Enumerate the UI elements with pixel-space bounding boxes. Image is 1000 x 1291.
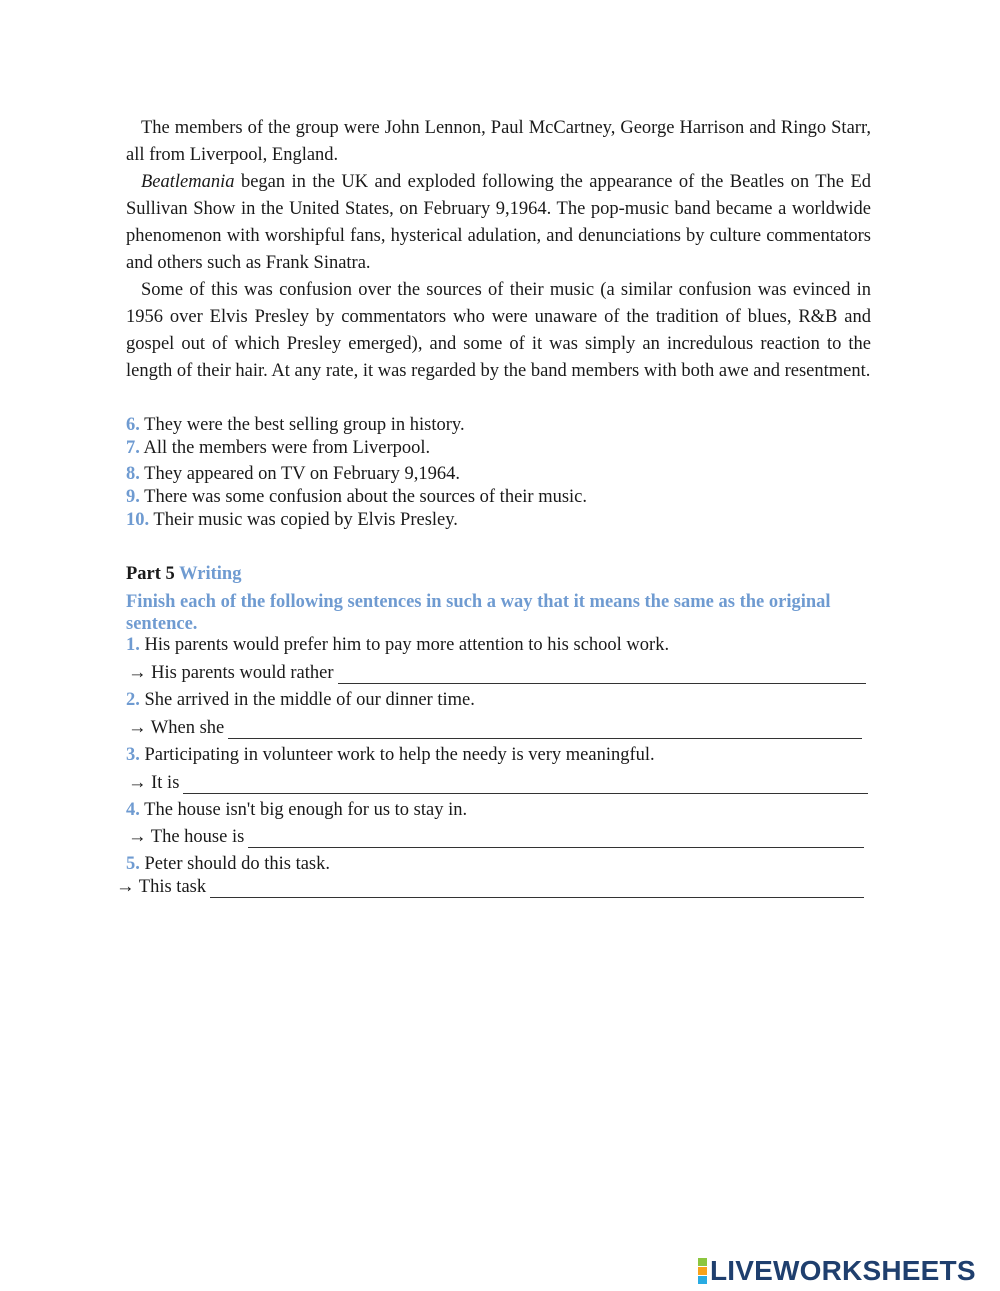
writing-sentence: His parents would prefer him to pay more attention to his school work. [139, 635, 670, 655]
writing-number: 2. [126, 690, 140, 710]
logo-square-blue [698, 1276, 707, 1284]
logo-square-green [698, 1258, 707, 1266]
writing-answer-row-3 [128, 772, 868, 794]
statement-number: 7. [126, 438, 140, 458]
answer-field-5[interactable] [210, 881, 864, 898]
reading-paragraph-1 [126, 115, 871, 169]
beatlemania-term: Beatlemania [141, 172, 235, 192]
statement-8 [126, 463, 460, 485]
statement-9 [126, 486, 587, 508]
statement-text: They appeared on TV on February 9,1964. [139, 464, 460, 484]
reading-paragraph-2-text: began in the UK and exploded following the appearance of the Beatles on The Ed Sullivan Show in the United States, on February 9,1964. The pop-music band became a worldwide phenomenon with worshipful fans, hysterical adulation, and denunciations by culture commentators and others such as Frank Sinatra. [126, 172, 871, 273]
writing-prompt: → His parents would rather [128, 663, 334, 683]
statement-number: 9. [126, 487, 140, 507]
writing-item-1 [126, 634, 669, 656]
liveworksheets-logo [698, 1256, 976, 1286]
part5-heading [126, 563, 241, 585]
reading-paragraph-3 [126, 277, 871, 385]
writing-sentence: Participating in volunteer work to help the needy is very meaningful. [139, 745, 655, 765]
part5-title: Writing [174, 564, 242, 584]
reading-paragraph-3-text: Some of this was confusion over the sources of their music (a similar confusion was evinced in 1956 over Elvis Presley by commentators who were unaware of the tradition of blues, R&B and gospel out of which Presley emerged), and some of it was simply an incredulous reaction to the length of their hair. At any rate, it was regarded by the band members with both awe and resentment. [126, 280, 871, 381]
statement-text: They were the best selling group in history. [139, 415, 465, 435]
writing-item-4 [126, 799, 467, 821]
writing-number: 1. [126, 635, 140, 655]
writing-item-5 [126, 853, 330, 875]
writing-prompt: → It is [128, 773, 180, 793]
logo-square-orange [698, 1267, 707, 1275]
logo-text: LIVEWORKSHEETS [710, 1255, 976, 1286]
statement-text: All the members were from Liverpool. [139, 438, 431, 458]
part5-instruction: Finish each of the following sentences in such a way that it means the same as the original sentence. [126, 592, 831, 634]
statement-text: Their music was copied by Elvis Presley. [149, 510, 458, 530]
writing-sentence: The house isn't big enough for us to stay in. [139, 800, 468, 820]
statement-number: 8. [126, 464, 140, 484]
writing-number: 3. [126, 745, 140, 765]
answer-field-2[interactable] [228, 722, 862, 739]
writing-prompt: → When she [128, 718, 225, 738]
writing-prompt: → This task [116, 877, 207, 897]
writing-item-3 [126, 744, 655, 766]
part5-label: Part 5 [126, 564, 175, 584]
writing-item-2 [126, 689, 475, 711]
writing-answer-row-2 [128, 717, 862, 739]
statement-6 [126, 414, 465, 436]
answer-field-3[interactable] [183, 777, 868, 794]
reading-paragraph-1-text: The members of the group were John Lennon, Paul McCartney, George Harrison and Ringo Starr, all from Liverpool, England. [126, 118, 871, 165]
reading-paragraph-2 [126, 169, 871, 277]
answer-field-1[interactable] [338, 667, 866, 684]
statement-number: 6. [126, 415, 140, 435]
writing-sentence: She arrived in the middle of our dinner time. [139, 690, 475, 710]
statement-number: 10. [126, 510, 150, 530]
statement-text: There was some confusion about the sources of their music. [139, 487, 588, 507]
writing-answer-row-1 [128, 662, 866, 684]
answer-field-4[interactable] [248, 831, 864, 848]
writing-prompt: → The house is [128, 827, 245, 847]
writing-number: 4. [126, 800, 140, 820]
writing-answer-row-5 [116, 876, 864, 898]
writing-answer-row-4 [128, 826, 864, 848]
statement-10 [126, 509, 458, 531]
writing-number: 5. [126, 854, 140, 874]
writing-sentence: Peter should do this task. [139, 854, 331, 874]
statement-7 [126, 437, 430, 459]
logo-squares-icon [698, 1258, 707, 1284]
